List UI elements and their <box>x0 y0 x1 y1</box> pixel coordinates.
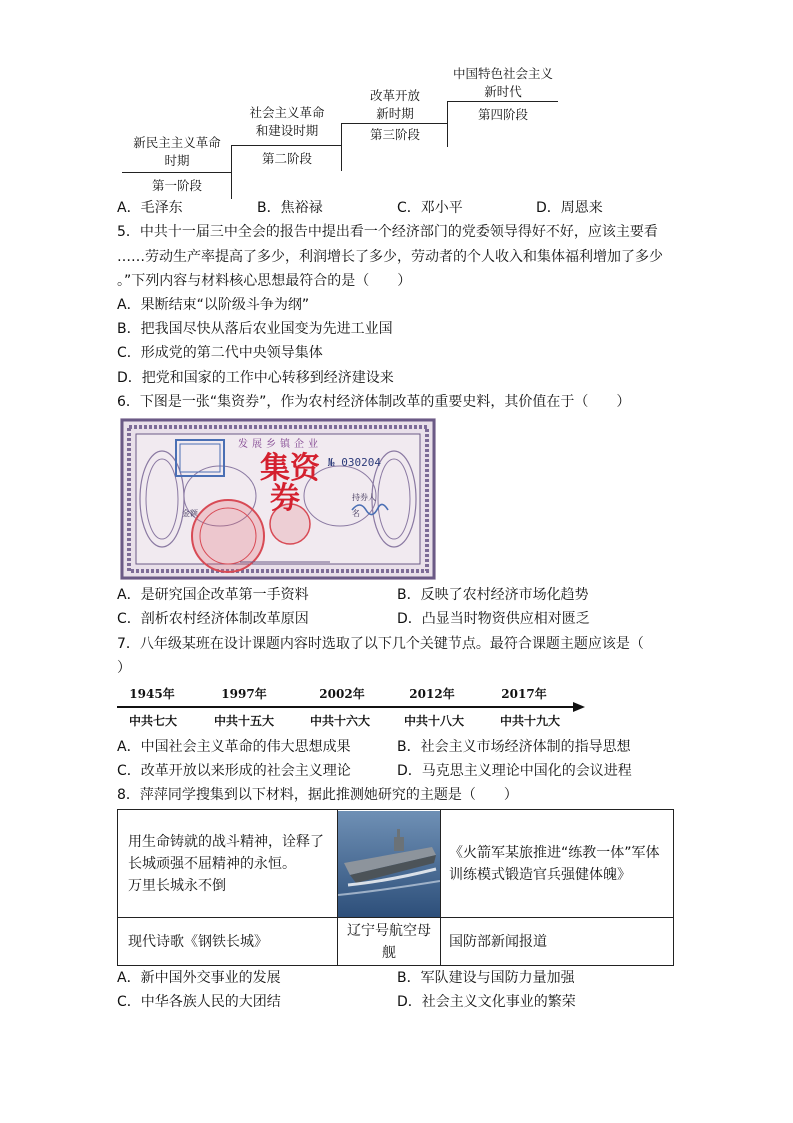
q6-stem: 6．下图是一张“集资券”，作为农村经济体制改革的重要史料，其价值在于（ ） <box>117 394 631 410</box>
q7-option-d[interactable]: D．马克思主义理论中国化的会议进程 <box>397 763 632 779</box>
q7-option-a[interactable]: A．中国社会主义革命的伟大思想成果 <box>117 739 351 755</box>
q4-option-c[interactable]: C．邓小平 <box>397 200 463 216</box>
q8-option-c[interactable]: C．中华各族人民的大团结 <box>117 994 281 1010</box>
q8-caption2-line2: 舰 <box>382 944 396 961</box>
timeline-event-4: 中共十八大 <box>403 714 464 728</box>
q5-option-b[interactable]: B．把我国尽快从落后农业国变为先进工业国 <box>117 321 393 337</box>
voucher-name-label: 名 <box>352 509 360 518</box>
stage-4-period <box>448 65 558 101</box>
stage-3-label: 第三阶段 <box>369 127 420 142</box>
q8-cell3-line1: 《火箭军某旅推进“练教一体”军体 <box>449 844 660 861</box>
q8-cell1-line1: 用生命铸就的战斗精神，诠释了 <box>128 833 324 850</box>
stage-4-period-line1: 中国特色社会主义 <box>452 66 553 81</box>
stage-2-period-line2: 和建设时期 <box>255 123 319 138</box>
q8-option-a[interactable]: A．新中国外交事业的发展 <box>117 970 281 986</box>
stage-1-label: 第一阶段 <box>151 178 202 193</box>
q7-option-b[interactable]: B．社会主义市场经济体制的指导思想 <box>397 739 631 755</box>
timeline-year-2: 1997年 <box>221 687 267 701</box>
voucher-title-char1: 集 <box>260 451 290 486</box>
stage-4-step <box>448 101 558 102</box>
stage-1-period-line2: 时期 <box>164 153 190 168</box>
q8-cell1-line2: 长城顽强不屈精神的永恒。 <box>128 855 296 872</box>
q5-option-a[interactable]: A．果断结束“以阶级斗争为纲” <box>117 297 310 313</box>
voucher-amount-label: 金额 <box>182 509 198 518</box>
stage-3-period-line1: 改革开放 <box>369 88 420 103</box>
stage-3-period <box>342 87 448 123</box>
q8-cell-poem <box>118 810 338 918</box>
stage-4-period-line2: 新时代 <box>484 84 522 99</box>
q8-cell3-line2: 训练模式锻造官兵强健体魄》 <box>449 866 631 883</box>
q5-option-d[interactable]: D．把党和国家的工作中心转移到经济建设来 <box>117 370 394 386</box>
stage-3-step <box>342 123 448 124</box>
timeline-event-3: 中共十六大 <box>309 714 370 728</box>
q4-option-b[interactable]: B．焦裕禄 <box>257 200 323 216</box>
voucher-title-char2: 资 <box>290 451 320 486</box>
q7-option-c[interactable]: C．改革开放以来形成的社会主义理论 <box>117 763 351 779</box>
timeline-year-5: 2017年 <box>501 687 547 701</box>
timeline-year-3: 2002年 <box>319 687 365 701</box>
stage-1-step <box>122 172 232 173</box>
q6-option-a[interactable]: A．是研究国企改革第一手资料 <box>117 587 309 603</box>
q8-stem: 8．萍萍同学搜集到以下材料，据此推测她研究的主题是（ ） <box>117 787 518 803</box>
q7-stem-line1: 7．八年级某班在设计课题内容时选取了以下几个关键节点。最符合课题主题应该是（ <box>117 636 644 652</box>
q6-option-c[interactable]: C．剖析农村经济体制改革原因 <box>117 611 309 627</box>
q5-stem-line3: 。”下列内容与材料核心思想最符合的是（ ） <box>117 273 412 289</box>
voucher-image <box>120 418 436 580</box>
stage-1-period-line1: 新民主主义革命 <box>133 135 221 150</box>
stage-3-period-line2: 新时期 <box>376 106 414 121</box>
q5-stem-line2: ……劳动生产率提高了多少，利润增长了多少，劳动者的个人收入和集体福利增加了多少 <box>117 249 663 265</box>
timeline-event-2: 中共十五大 <box>213 714 274 728</box>
q8-caption-news: 国防部新闻报道 <box>441 918 674 966</box>
voucher-title-char3: 券 <box>270 481 300 516</box>
q6-option-d[interactable]: D．凸显当时物资供应相对匮乏 <box>397 611 590 627</box>
voucher-number: № 030204 <box>328 456 381 469</box>
q4-option-d[interactable]: D．周恩来 <box>536 200 603 216</box>
voucher-holder-label: 持券人 <box>352 493 376 502</box>
voucher-title <box>260 451 320 516</box>
q8-caption-poem: 现代诗歌《钢铁长城》 <box>118 918 338 966</box>
timeline-year-1: 1945年 <box>129 687 175 701</box>
voucher-header: 发展乡镇企业 <box>238 439 322 450</box>
stage-2-step <box>232 145 342 146</box>
stage-1-period <box>122 134 232 170</box>
q7-stem-line2: ） <box>117 660 131 676</box>
q8-caption2-line1: 辽宁号航空母 <box>347 922 431 939</box>
aircraft-carrier-image <box>338 811 440 917</box>
q6-option-b[interactable]: B．反映了农村经济市场化趋势 <box>397 587 589 603</box>
stage-4-label: 第四阶段 <box>477 107 528 122</box>
q8-caption-carrier <box>338 918 441 966</box>
q5-option-c[interactable]: C．形成党的第二代中央领导集体 <box>117 345 323 361</box>
timeline-year-4: 2012年 <box>409 687 455 701</box>
timeline-event-1: 中共七大 <box>128 714 177 728</box>
timeline-event-5: 中共十九大 <box>499 714 560 728</box>
q8-cell-news-title <box>441 810 674 918</box>
q8-option-b[interactable]: B．军队建设与国防力量加强 <box>397 970 575 986</box>
q8-material-table <box>117 809 674 966</box>
stage-2-period-line1: 社会主义革命 <box>249 105 325 120</box>
q5-stem-line1: 5．中共十一届三中全会的报告中提出看一个经济部门的党委领导得好不好，应该主要看 <box>117 224 658 240</box>
stage-2-label: 第二阶段 <box>261 151 312 166</box>
q8-option-d[interactable]: D．社会主义文化事业的繁荣 <box>397 994 576 1010</box>
q8-cell1-line3: 万里长城永不倒 <box>128 877 226 894</box>
q8-cell-carrier-image <box>338 810 441 918</box>
q4-option-a[interactable]: A．毛泽东 <box>117 200 183 216</box>
stage-2-period <box>232 104 342 140</box>
